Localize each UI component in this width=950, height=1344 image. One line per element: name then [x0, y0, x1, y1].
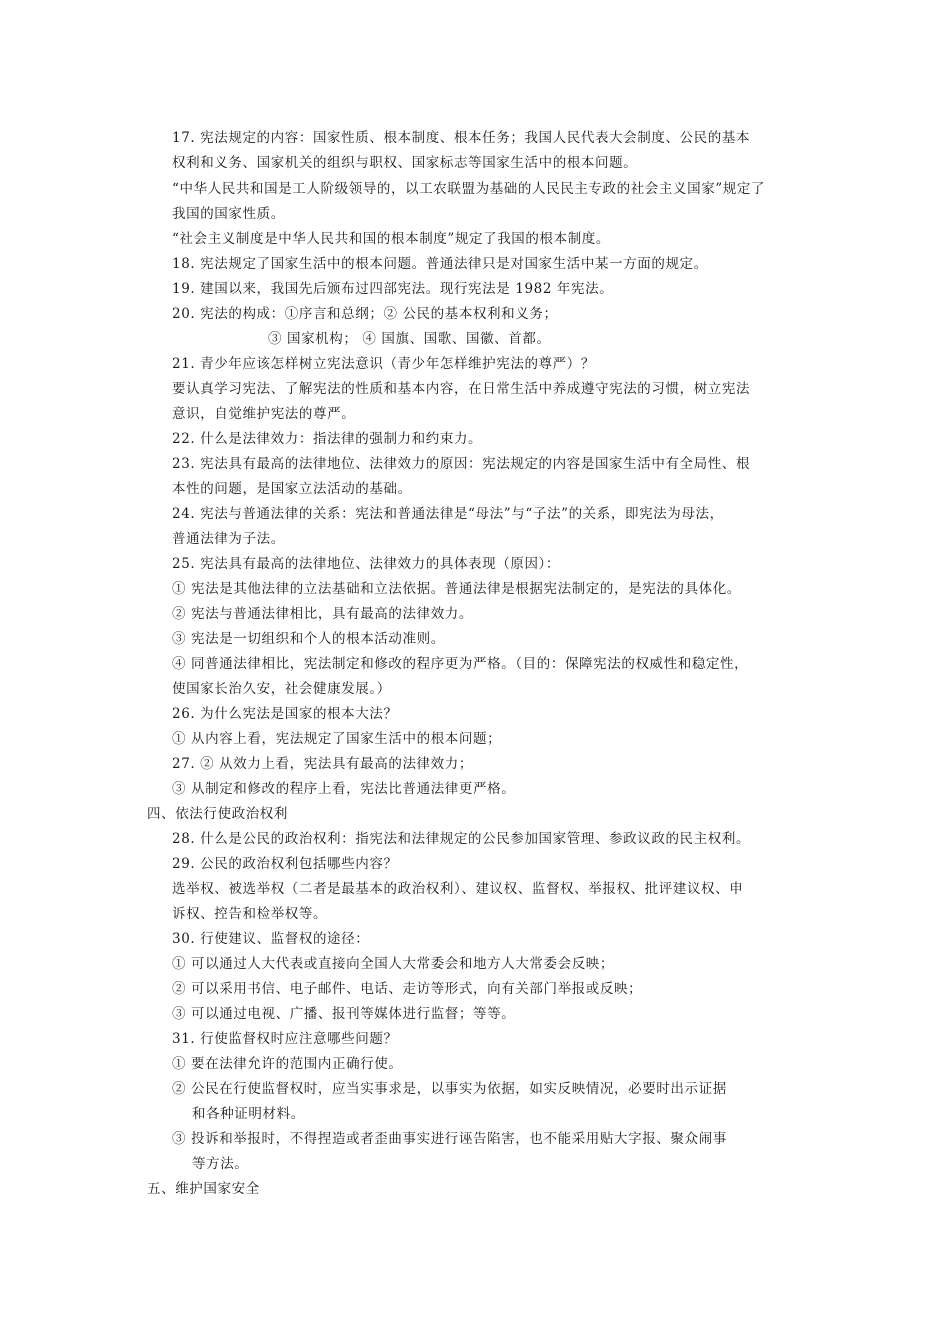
text-line: 等方法。	[192, 1156, 249, 1172]
text-line: ③ 投诉和举报时，不得捏造或者歪曲事实进行诬告陷害，也不能采用贴大字报、聚众闹事	[172, 1131, 727, 1147]
text-line: 选举权、被选举权（二者是最基本的政治权利）、建议权、监督权、举报权、批评建议权、申	[172, 881, 744, 897]
text-line: ② 公民在行使监督权时，应当实事求是，以事实为依据，如实反映情况，必要时出示证据	[172, 1081, 727, 1097]
text-line: 24. 宪法与普通法律的关系：宪法和普通法律是“母法”与“子法”的关系，即宪法为母法，	[172, 506, 724, 522]
text-line: ③ 可以通过电视、广播、报刊等媒体进行监督；等等。	[172, 1006, 516, 1022]
text-line: ② 宪法与普通法律相比，具有最高的法律效力。	[172, 606, 473, 622]
text-line: 权利和义务、国家机关的组织与职权、国家标志等国家生活中的根本问题。	[172, 155, 638, 171]
text-line: 和各种证明材料。	[192, 1106, 305, 1122]
section-heading: 四、依法行使政治权利	[147, 806, 288, 822]
text-line: 意识，自觉维护宪法的尊严。	[172, 406, 356, 422]
text-line: 28. 什么是公民的政治权利：指宪法和法律规定的公民参加国家管理、参政议政的民主权利。	[172, 831, 751, 847]
text-line: “中华人民共和国是工人阶级领导的，以工农联盟为基础的人民民主专政的社会主义国家”规定了	[172, 181, 766, 197]
text-line: “社会主义制度是中华人民共和国的根本制度”规定了我国的根本制度。	[172, 231, 611, 247]
text-line: 本性的问题，是国家立法活动的基础。	[172, 481, 412, 497]
section-heading: 五、维护国家安全	[147, 1181, 260, 1197]
text-line: ① 宪法是其他法律的立法基础和立法依据。普通法律是根据宪法制定的，是宪法的具体化。	[172, 581, 741, 597]
text-line: 22. 什么是法律效力：指法律的强制力和约束力。	[172, 431, 483, 447]
text-line: ① 从内容上看，宪法规定了国家生活中的根本问题；	[172, 731, 502, 747]
text-line: 29. 公民的政治权利包括哪些内容？	[172, 856, 398, 872]
text-line: 26. 为什么宪法是国家的根本大法？	[172, 706, 398, 722]
text-line: 17. 宪法规定的内容：国家性质、根本制度、根本任务；我国人民代表大会制度、公民的基本	[172, 130, 751, 146]
text-line: ③ 国家机构； ④ 国旗、国歌、国徽、首都。	[268, 331, 551, 347]
text-line: ① 要在法律允许的范围内正确行使。	[172, 1056, 403, 1072]
text-line: 31. 行使监督权时应注意哪些问题？	[172, 1031, 398, 1047]
text-line: ① 可以通过人大代表或直接向全国人大常委会和地方人大常委会反映；	[172, 956, 614, 972]
text-line: 要认真学习宪法、了解宪法的性质和基本内容，在日常生活中养成遵守宪法的习惯，树立宪法	[172, 381, 751, 397]
text-line: ③ 宪法是一切组织和个人的根本活动准则。	[172, 631, 445, 647]
text-line: ④ 同普通法律相比，宪法制定和修改的程序更为严格。（目的：保障宪法的权威性和稳定性，	[172, 656, 749, 672]
text-line: 使国家长治久安，社会健康发展。）	[172, 681, 391, 697]
text-line: 18. 宪法规定了国家生活中的根本问题。普通法律只是对国家生活中某一方面的规定。	[172, 256, 708, 272]
text-line: 21. 青少年应该怎样树立宪法意识（青少年怎样维护宪法的尊严）？	[172, 356, 595, 372]
text-line: 普通法律为子法。	[172, 531, 285, 547]
text-line: 20. 宪法的构成：①序言和总纲；② 公民的基本权利和义务；	[172, 306, 558, 322]
text-line: 19. 建国以来，我国先后颁布过四部宪法。现行宪法是 1982 年宪法。	[172, 281, 614, 297]
text-line: 23. 宪法具有最高的法律地位、法律效力的原因：宪法规定的内容是国家生活中有全局性、根	[172, 456, 751, 472]
text-line: 30. 行使建议、监督权的途径：	[172, 931, 370, 947]
text-line: ② 可以采用书信、电子邮件、电话、走访等形式，向有关部门举报或反映；	[172, 981, 643, 997]
text-line: 诉权、控告和检举权等。	[172, 906, 328, 922]
text-line: ③ 从制定和修改的程序上看，宪法比普通法律更严格。	[172, 781, 516, 797]
text-line: 25. 宪法具有最高的法律地位、法律效力的具体表现（原因）：	[172, 556, 561, 572]
text-line: 27. ② 从效力上看，宪法具有最高的法律效力；	[172, 756, 473, 772]
text-line: 我国的国家性质。	[172, 206, 285, 222]
